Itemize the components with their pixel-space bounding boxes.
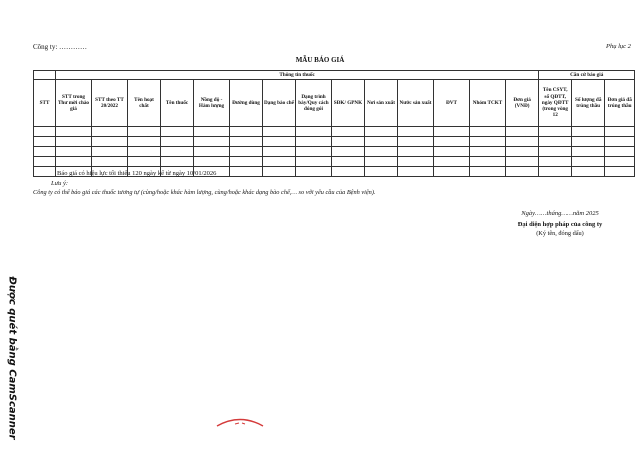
date-line: Ngày……tháng……năm 2025: [521, 210, 599, 217]
table-cell: [296, 137, 332, 147]
table-cell: [230, 167, 263, 177]
table-cell: [470, 157, 506, 167]
appendix-label: Phụ lục 2: [606, 43, 631, 50]
document-title: MẪU BÁO GIÁ: [295, 56, 345, 64]
table-cell: [34, 127, 56, 137]
table-cell: [539, 157, 572, 167]
validity-note: Báo giá có hiệu lực tối thiểu 120 ngày kể từ ngày 10/01/2026: [57, 170, 217, 177]
table-cell: [296, 147, 332, 157]
table-cell: [34, 157, 56, 167]
column-header: Dạng bào chế: [263, 80, 296, 127]
table-cell: [34, 137, 56, 147]
table-cell: [128, 157, 161, 167]
table-cell: [470, 137, 506, 147]
table-cell: [296, 157, 332, 167]
table-cell: [605, 127, 635, 137]
column-header: Nồng độ - Hàm lượng: [194, 80, 230, 127]
company-line: Công ty: …………: [33, 43, 88, 51]
note-text: Công ty có thể báo giá các thuốc tương tự (cùng/hoặc khác hàm lượng, cùng/hoặc khác dạng bào chế,… so với yêu cầu của Bệnh viện).: [33, 189, 376, 196]
red-stamp-mark: [215, 412, 265, 428]
column-header: ĐVT: [434, 80, 470, 127]
header-corner-cell: [34, 71, 56, 80]
table-cell: [506, 157, 539, 167]
column-header: Tên hoạt chất: [128, 80, 161, 127]
table-cell: [365, 167, 398, 177]
representative-label: Đại diện hợp pháp của công ty: [517, 221, 603, 228]
table-cell: [539, 137, 572, 147]
column-header: Số lượng đã trúng thầu: [572, 80, 605, 127]
table-cell: [434, 157, 470, 167]
table-cell: [470, 167, 506, 177]
column-header: STT: [34, 80, 56, 127]
table-cell: [263, 147, 296, 157]
table-cell: [605, 167, 635, 177]
table-cell: [296, 127, 332, 137]
table-cell: [230, 137, 263, 147]
table-cell: [230, 127, 263, 137]
column-header: Dạng trình bày/Quy cách đóng gói: [296, 80, 332, 127]
table-cell: [34, 167, 56, 177]
table-cell: [365, 147, 398, 157]
table-cell: [539, 147, 572, 157]
table-row: [34, 127, 635, 137]
table-cell: [56, 147, 92, 157]
table-cell: [263, 137, 296, 147]
table-cell: [230, 147, 263, 157]
table-cell: [56, 137, 92, 147]
watermark-text: Được quét bằng CamScanner: [6, 275, 18, 440]
table-cell: [398, 137, 434, 147]
table-row: [34, 147, 635, 157]
column-header: Nhóm TCKT: [470, 80, 506, 127]
table-cell: [332, 157, 365, 167]
column-header: SĐK/ GPNK: [332, 80, 365, 127]
column-header: Nước sản xuất: [398, 80, 434, 127]
table-cell: [194, 147, 230, 157]
table-cell: [572, 147, 605, 157]
table-cell: [194, 157, 230, 167]
column-header: Tên thuốc: [161, 80, 194, 127]
table-cell: [296, 167, 332, 177]
table-cell: [572, 167, 605, 177]
table-cell: [128, 137, 161, 147]
column-header: Đơn giá đã trúng thầu: [605, 80, 635, 127]
table-cell: [470, 127, 506, 137]
table-cell: [434, 127, 470, 137]
table-cell: [539, 167, 572, 177]
table-cell: [92, 147, 128, 157]
group-header-drug-info: Thông tin thuốc: [56, 71, 539, 80]
column-header: Đơn giá (VNĐ): [506, 80, 539, 127]
table-cell: [398, 167, 434, 177]
table-cell: [194, 127, 230, 137]
table-cell: [605, 147, 635, 157]
table-cell: [572, 157, 605, 167]
table-cell: [230, 157, 263, 167]
table-cell: [263, 157, 296, 167]
camscanner-watermark: [3, 275, 21, 440]
group-header-basis: Căn cứ báo giá: [539, 71, 635, 80]
table-cell: [34, 147, 56, 157]
table-cell: [92, 127, 128, 137]
table-cell: [605, 137, 635, 147]
column-header: STT trong Thư mời chào giá: [56, 80, 92, 127]
table-cell: [92, 137, 128, 147]
table-cell: [506, 137, 539, 147]
table-cell: [398, 127, 434, 137]
table-cell: [161, 147, 194, 157]
table-cell: [434, 147, 470, 157]
table-cell: [506, 147, 539, 157]
table-cell: [128, 147, 161, 157]
table-cell: [161, 127, 194, 137]
table-cell: [263, 167, 296, 177]
table-cell: [506, 167, 539, 177]
table-cell: [332, 127, 365, 137]
column-header: STT theo TT 20/2022: [92, 80, 128, 127]
table-row: [34, 137, 635, 147]
table-cell: [56, 157, 92, 167]
table-cell: [434, 167, 470, 177]
column-header: Đường dùng: [230, 80, 263, 127]
table-cell: [434, 137, 470, 147]
table-cell: [398, 147, 434, 157]
table-cell: [128, 127, 161, 137]
table-cell: [398, 157, 434, 167]
table-cell: [506, 127, 539, 137]
table-cell: [365, 157, 398, 167]
note-label: Lưu ý:: [51, 180, 69, 187]
table-cell: [332, 167, 365, 177]
table-row: [34, 157, 635, 167]
table-cell: [56, 127, 92, 137]
table-cell: [332, 137, 365, 147]
table-cell: [572, 127, 605, 137]
table-cell: [365, 137, 398, 147]
table-cell: [92, 157, 128, 167]
table-cell: [365, 127, 398, 137]
column-header: Nơi sản xuất: [365, 80, 398, 127]
quote-table: [33, 70, 635, 177]
table-cell: [263, 127, 296, 137]
table-cell: [572, 137, 605, 147]
column-header: Tên CSYT, số QĐTT, ngày QĐTT (trong vòng 12: [539, 80, 572, 127]
table-cell: [161, 137, 194, 147]
table-cell: [605, 157, 635, 167]
table-cell: [194, 137, 230, 147]
table-cell: [161, 157, 194, 167]
table-cell: [332, 147, 365, 157]
table-cell: [539, 127, 572, 137]
table-cell: [470, 147, 506, 157]
sign-hint: (Ký tên, đóng dấu): [536, 230, 584, 237]
